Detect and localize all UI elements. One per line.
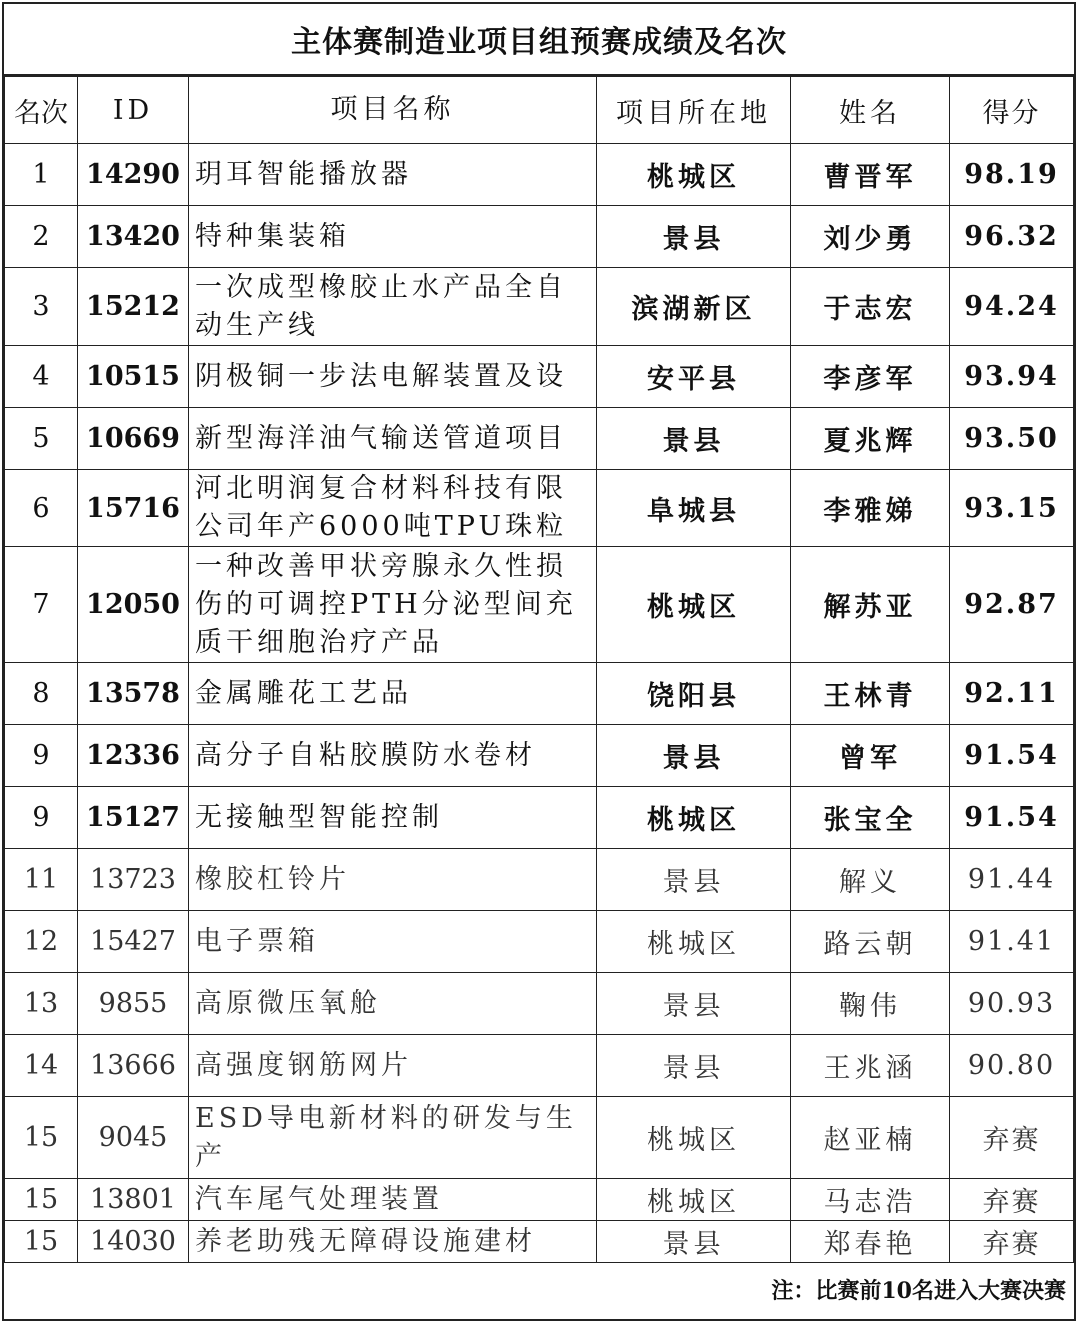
cell-score: 91.54 (950, 725, 1074, 787)
table-row (5, 1179, 1074, 1221)
table-row (5, 1097, 1074, 1179)
cell-project (189, 911, 597, 973)
cell-project (189, 408, 597, 470)
project-text: 阴极铜一步法电解装置及设 (195, 360, 567, 392)
cell-rank: 9 (5, 787, 78, 849)
table-row (5, 346, 1074, 408)
cell-name: 鞠伟 (791, 973, 950, 1035)
cell-name: 郑春艳 (791, 1221, 950, 1263)
cell-project (189, 725, 597, 787)
cell-project (189, 849, 597, 911)
table-row (5, 1035, 1074, 1097)
cell-id: 9045 (78, 1097, 189, 1179)
cell-project (189, 268, 597, 346)
cell-project (189, 973, 597, 1035)
project-text: 一种改善甲状旁腺永久性损伤的可调控PTH分泌型间充质干细胞治疗产品 (195, 550, 577, 658)
cell-location: 桃城区 (597, 1179, 791, 1221)
cell-rank: 4 (5, 346, 78, 408)
cell-name: 张宝全 (791, 787, 950, 849)
table-row (5, 408, 1074, 470)
table-row (5, 849, 1074, 911)
table-row (5, 787, 1074, 849)
results-table (4, 76, 1074, 1263)
cell-id: 15212 (78, 268, 189, 346)
cell-rank: 14 (5, 1035, 78, 1097)
cell-location: 饶阳县 (597, 663, 791, 725)
project-text: 高强度钢筋网片 (195, 1049, 412, 1081)
cell-rank: 2 (5, 206, 78, 268)
cell-name: 解义 (791, 849, 950, 911)
cell-id: 10515 (78, 346, 189, 408)
cell-score: 93.94 (950, 346, 1074, 408)
cell-project (189, 144, 597, 206)
header-name: 姓名 (791, 77, 950, 144)
cell-rank: 1 (5, 144, 78, 206)
cell-rank: 15 (5, 1221, 78, 1263)
table-row (5, 663, 1074, 725)
cell-name: 王林青 (791, 663, 950, 725)
cell-name: 王兆涵 (791, 1035, 950, 1097)
cell-id: 13723 (78, 849, 189, 911)
project-text: 新型海洋油气输送管道项目 (195, 422, 567, 454)
results-sheet (2, 2, 1076, 1321)
project-text: 电子票箱 (195, 925, 319, 957)
cell-rank: 12 (5, 911, 78, 973)
project-text: 高分子自粘胶膜防水卷材 (195, 739, 536, 771)
cell-id: 10669 (78, 408, 189, 470)
cell-score: 92.11 (950, 663, 1074, 725)
cell-project (189, 787, 597, 849)
cell-location: 安平县 (597, 346, 791, 408)
cell-id: 13578 (78, 663, 189, 725)
cell-score: 91.44 (950, 849, 1074, 911)
cell-location: 景县 (597, 408, 791, 470)
cell-name: 路云朝 (791, 911, 950, 973)
table-header-row (5, 77, 1074, 144)
project-text: 金属雕花工艺品 (195, 677, 412, 709)
page-title: 主体赛制造业项目组预赛成绩及名次 (4, 4, 1074, 76)
cell-score: 93.50 (950, 408, 1074, 470)
header-id: ID (78, 77, 189, 144)
cell-name: 李雅娣 (791, 470, 950, 547)
cell-id: 13801 (78, 1179, 189, 1221)
cell-name: 解苏亚 (791, 547, 950, 663)
cell-location: 景县 (597, 973, 791, 1035)
cell-rank: 8 (5, 663, 78, 725)
cell-project (189, 346, 597, 408)
cell-location: 桃城区 (597, 787, 791, 849)
cell-rank: 13 (5, 973, 78, 1035)
table-row (5, 547, 1074, 663)
cell-score: 98.19 (950, 144, 1074, 206)
cell-score: 91.54 (950, 787, 1074, 849)
cell-score: 弃赛 (950, 1179, 1074, 1221)
table-row (5, 470, 1074, 547)
table-row (5, 973, 1074, 1035)
cell-project (189, 1097, 597, 1179)
cell-rank: 15 (5, 1179, 78, 1221)
cell-project (189, 1035, 597, 1097)
cell-location: 景县 (597, 1035, 791, 1097)
project-text: 一次成型橡胶止水产品全自动生产线 (195, 271, 567, 341)
cell-rank: 11 (5, 849, 78, 911)
table-row (5, 206, 1074, 268)
project-text: ESD导电新材料的研发与生产 (195, 1102, 577, 1172)
cell-name: 曹晋军 (791, 144, 950, 206)
project-text: 河北明润复合材料科技有限公司年产6000吨TPU珠粒 (195, 473, 568, 542)
cell-id: 15127 (78, 787, 189, 849)
cell-score: 92.87 (950, 547, 1074, 663)
cell-id: 9855 (78, 973, 189, 1035)
cell-project (189, 206, 597, 268)
cell-location: 阜城县 (597, 470, 791, 547)
cell-score: 91.41 (950, 911, 1074, 973)
cell-id: 13666 (78, 1035, 189, 1097)
header-project: 项目名称 (189, 77, 597, 144)
table-row (5, 144, 1074, 206)
table-row (5, 725, 1074, 787)
cell-project (189, 470, 597, 547)
cell-location: 景县 (597, 206, 791, 268)
cell-project (189, 1179, 597, 1221)
cell-name: 马志浩 (791, 1179, 950, 1221)
cell-id: 15716 (78, 470, 189, 547)
cell-location: 景县 (597, 725, 791, 787)
cell-score: 94.24 (950, 268, 1074, 346)
project-text: 特种集装箱 (195, 220, 350, 252)
table-row (5, 1221, 1074, 1263)
cell-project (189, 1221, 597, 1263)
cell-score: 90.80 (950, 1035, 1074, 1097)
cell-score: 96.32 (950, 206, 1074, 268)
cell-name: 夏兆辉 (791, 408, 950, 470)
header-score: 得分 (950, 77, 1074, 144)
project-text: 橡胶杠铃片 (195, 863, 350, 895)
cell-location: 桃城区 (597, 1097, 791, 1179)
header-location: 项目所在地 (597, 77, 791, 144)
header-rank: 名次 (5, 77, 78, 144)
cell-id: 15427 (78, 911, 189, 973)
cell-location: 桃城区 (597, 911, 791, 973)
cell-score: 93.15 (950, 470, 1074, 547)
project-text: 无接触型智能控制 (195, 801, 443, 833)
cell-location: 桃城区 (597, 144, 791, 206)
cell-rank: 9 (5, 725, 78, 787)
cell-score: 弃赛 (950, 1097, 1074, 1179)
cell-name: 曾军 (791, 725, 950, 787)
project-text: 汽车尾气处理装置 (195, 1183, 443, 1215)
table-row (5, 911, 1074, 973)
cell-rank: 6 (5, 470, 78, 547)
cell-score: 90.93 (950, 973, 1074, 1035)
cell-project (189, 547, 597, 663)
footnote: 注：比赛前10名进入大赛决赛 (771, 1278, 1066, 1304)
cell-id: 12050 (78, 547, 189, 663)
cell-location: 滨湖新区 (597, 268, 791, 346)
cell-location: 景县 (597, 1221, 791, 1263)
project-text: 玥耳智能播放器 (195, 158, 412, 190)
cell-rank: 7 (5, 547, 78, 663)
cell-id: 14290 (78, 144, 189, 206)
cell-score: 弃赛 (950, 1221, 1074, 1263)
cell-rank: 5 (5, 408, 78, 470)
cell-name: 李彦军 (791, 346, 950, 408)
cell-id: 12336 (78, 725, 189, 787)
cell-rank: 15 (5, 1097, 78, 1179)
cell-name: 于志宏 (791, 268, 950, 346)
cell-id: 14030 (78, 1221, 189, 1263)
cell-project (189, 663, 597, 725)
project-text: 养老助残无障碍设施建材 (195, 1225, 536, 1257)
cell-location: 桃城区 (597, 547, 791, 663)
cell-name: 赵亚楠 (791, 1097, 950, 1179)
cell-name: 刘少勇 (791, 206, 950, 268)
table-row (5, 268, 1074, 346)
project-text: 高原微压氧舱 (195, 987, 381, 1019)
cell-rank: 3 (5, 268, 78, 346)
cell-id: 13420 (78, 206, 189, 268)
cell-location: 景县 (597, 849, 791, 911)
